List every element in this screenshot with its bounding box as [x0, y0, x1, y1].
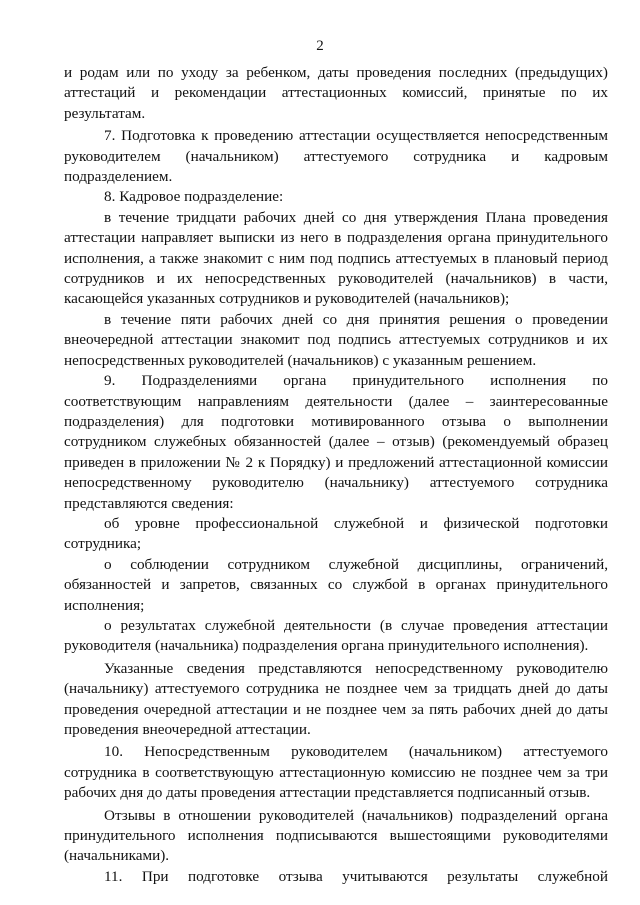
paragraph-item-9-sub-2: о соблюдении сотрудником служебной дисциплины, ограничений, обязанностей и запретов, связанных со службой в органах принудительного исполнения; [64, 555, 608, 614]
paragraph-item-9-sub-1: об уровне профессиональной служебной и физической подготовки сотрудника; [64, 514, 608, 553]
paragraph-item-7: 7. Подготовка к проведению аттестации осуществляется непосредственным руководителем (начальником) аттестуемого сотрудника и кадровым подразделением. [64, 127, 608, 186]
paragraph-item-10: 10. Непосредственным руководителем (начальником) аттестуемого сотрудника в соответствующую аттестационную комиссию не позднее чем за три рабочих дня до даты проведения аттестации представляется подписанный отзыв. [64, 743, 608, 802]
paragraph-item-9-sub-3: о результатах служебной деятельности (в случае проведения аттестации руководителя (начальника) подразделения органа принудительного исполнения). [64, 616, 608, 655]
document-body [64, 63, 608, 887]
paragraph-item-9-note: Указанные сведения представляются непосредственному руководителю (начальнику) аттестуемого сотрудника не позднее чем за тридцать дней до даты проведения очередной аттестации и не позднее чем за пять рабочих дней до даты проведения внеочередной аттестации. [64, 659, 608, 738]
paragraph-item-11: 11. При подготовке отзыва учитываются результаты служебной [104, 867, 608, 885]
paragraph-item-9: 9. Подразделениями органа принудительного исполнения по соответствующим направлениям деятельности (далее – заинтересованные подразделения) для подготовки мотивированного отзыва о выполнении сотрудником служебных обязанностей (далее – отзыв) (рекомендуемый образец приведен в приложении № 2 к Порядку) и предложений аттестационной комиссии непосредственному руководителю (начальнику) аттестуемого сотрудника представляются сведения: [64, 372, 608, 512]
page-number: 2 [316, 38, 324, 54]
paragraph-continuation: и родам или по уходу за ребенком, даты проведения последних (предыдущих) аттестаций и рекомендации аттестационных комиссий, принятые по их результатам. [64, 64, 608, 122]
paragraph-item-8-sub-1: в течение тридцати рабочих дней со дня утверждения Плана проведения аттестации направляет выписки из него в подразделения органа принудительного исполнения, а также знакомит с ним под подпись аттестуемых в плановый период сотрудников и их непосредственных руководителей (начальников) в части, касающейся указанных сотрудников и руководителей (начальников); [64, 208, 608, 308]
paragraph-item-10-note: Отзывы в отношении руководителей (начальников) подразделений органа принудительного исполнения подписываются вышестоящими руководителями (начальниками). [64, 806, 608, 865]
paragraph-item-8: 8. Кадровое подразделение: [104, 188, 284, 206]
paragraph-item-8-sub-2: в течение пяти рабочих дней со дня принятия решения о проведении внеочередной аттестации знакомит под подпись аттестуемых сотрудников и их непосредственных руководителей (начальников) с указанным решением. [64, 310, 608, 369]
